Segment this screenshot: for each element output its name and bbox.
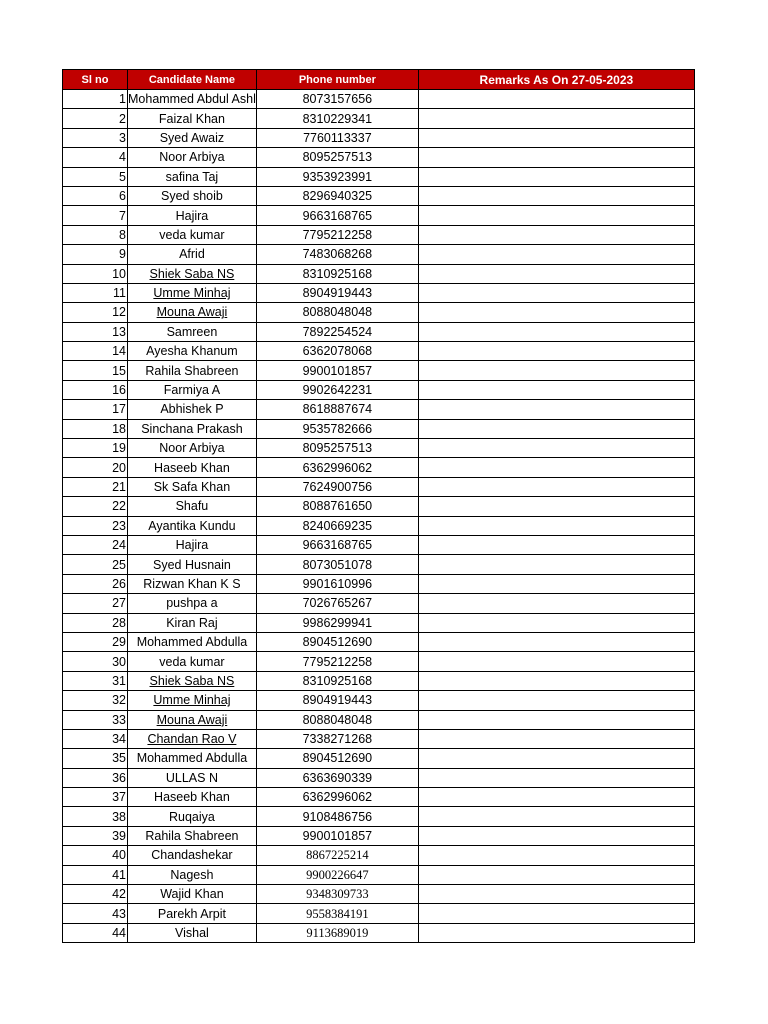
table-row <box>63 90 695 109</box>
table-row <box>63 710 695 729</box>
table-row <box>63 206 695 225</box>
phone-number-cell: 6362078068 <box>256 342 418 361</box>
candidate-name-cell <box>128 749 257 768</box>
phone-number-cell: 8867225214 <box>256 846 418 865</box>
candidate-name-text: Afrid <box>179 247 205 262</box>
remarks-cell <box>418 264 694 283</box>
table-row <box>63 613 695 632</box>
candidate-name-text: Shiek Saba NS <box>149 673 235 688</box>
candidate-name-cell <box>128 206 257 225</box>
remarks-cell <box>418 516 694 535</box>
table-row <box>63 846 695 865</box>
table-row <box>63 749 695 768</box>
candidate-name-cell <box>128 342 257 361</box>
candidate-name-cell <box>128 632 257 651</box>
table-row <box>63 497 695 516</box>
remarks-cell <box>418 671 694 690</box>
candidate-name-cell <box>128 885 257 904</box>
candidate-name-text: Kiran Raj <box>166 615 218 630</box>
table-row <box>63 923 695 942</box>
candidate-name-text: Ruqaiya <box>168 809 215 824</box>
candidate-name-cell <box>128 846 257 865</box>
phone-number-cell: 8095257513 <box>256 439 418 458</box>
remarks-cell <box>418 90 694 109</box>
remarks-cell <box>418 361 694 380</box>
table-row <box>63 594 695 613</box>
candidate-name-text: Shiek Saba NS <box>149 266 235 281</box>
table-row <box>63 380 695 399</box>
candidate-name-text: Rahila Shabreen <box>145 829 239 844</box>
remarks-cell <box>418 342 694 361</box>
table-row <box>63 632 695 651</box>
candidate-name-cell <box>128 283 257 302</box>
table-row <box>63 264 695 283</box>
phone-number-cell: 9113689019 <box>256 923 418 942</box>
remarks-cell <box>418 923 694 942</box>
table-row <box>63 691 695 710</box>
candidate-name-text: Hajira <box>175 538 209 553</box>
sl-no-cell: 32 <box>63 691 128 710</box>
candidate-name-cell <box>128 516 257 535</box>
remarks-cell <box>418 109 694 128</box>
remarks-cell <box>418 885 694 904</box>
candidate-name-cell <box>128 458 257 477</box>
phone-number-cell: 9353923991 <box>256 167 418 186</box>
candidate-name-cell <box>128 361 257 380</box>
candidate-name-cell <box>128 574 257 593</box>
sl-no-cell: 13 <box>63 322 128 341</box>
table-row <box>63 303 695 322</box>
candidate-name-text: Shafu <box>175 499 209 514</box>
sl-no-cell: 25 <box>63 555 128 574</box>
table-row <box>63 574 695 593</box>
phone-number-cell: 9900226647 <box>256 865 418 884</box>
remarks-cell <box>418 458 694 477</box>
sl-no-cell: 5 <box>63 167 128 186</box>
candidate-name-text: Haseeb Khan <box>154 460 230 475</box>
phone-number-cell: 7892254524 <box>256 322 418 341</box>
sl-no-cell: 22 <box>63 497 128 516</box>
table-row <box>63 342 695 361</box>
sl-no-cell: 17 <box>63 400 128 419</box>
table-row <box>63 167 695 186</box>
header-phone-number: Phone number <box>256 70 418 90</box>
candidate-name-text: Umme Minhaj <box>153 693 231 708</box>
table-row <box>63 322 695 341</box>
phone-number-cell: 9900101857 <box>256 361 418 380</box>
candidate-name-text: Faizal Khan <box>158 111 225 126</box>
remarks-cell <box>418 167 694 186</box>
remarks-cell <box>418 186 694 205</box>
phone-number-cell: 7795212258 <box>256 225 418 244</box>
sl-no-cell: 12 <box>63 303 128 322</box>
candidate-name-cell <box>128 613 257 632</box>
phone-number-cell: 8296940325 <box>256 186 418 205</box>
remarks-cell <box>418 652 694 671</box>
remarks-cell <box>418 283 694 302</box>
remarks-cell <box>418 613 694 632</box>
candidate-name-cell <box>128 322 257 341</box>
table-row <box>63 128 695 147</box>
table-row <box>63 729 695 748</box>
table-row <box>63 439 695 458</box>
candidate-name-text: veda kumar <box>159 227 225 242</box>
candidate-name-cell <box>128 923 257 942</box>
remarks-cell <box>418 206 694 225</box>
candidate-name-text: Mouna Awaji <box>156 712 228 727</box>
sl-no-cell: 14 <box>63 342 128 361</box>
table-row <box>63 885 695 904</box>
phone-number-cell: 9663168765 <box>256 206 418 225</box>
candidate-name-cell <box>128 652 257 671</box>
phone-number-cell: 6362996062 <box>256 458 418 477</box>
remarks-cell <box>418 865 694 884</box>
candidate-name-text: Rizwan Khan K S <box>143 576 241 591</box>
candidate-name-text: Parekh Arpit <box>157 906 226 921</box>
phone-number-cell: 6362996062 <box>256 788 418 807</box>
sl-no-cell: 30 <box>63 652 128 671</box>
sl-no-cell: 11 <box>63 283 128 302</box>
candidate-name-text: Abhishek P <box>160 402 224 417</box>
remarks-cell <box>418 807 694 826</box>
remarks-cell <box>418 148 694 167</box>
candidate-name-text: Farmiya A <box>163 383 221 398</box>
phone-number-cell: 9986299941 <box>256 613 418 632</box>
candidate-name-text: Vishal <box>175 925 209 940</box>
sl-no-cell: 10 <box>63 264 128 283</box>
phone-number-cell: 9663168765 <box>256 535 418 554</box>
sl-no-cell: 2 <box>63 109 128 128</box>
remarks-cell <box>418 632 694 651</box>
candidate-name-cell <box>128 729 257 748</box>
remarks-cell <box>418 729 694 748</box>
candidate-name-text: Mohammed Abdul Ashl <box>128 92 256 107</box>
sl-no-cell: 7 <box>63 206 128 225</box>
candidate-name-cell <box>128 826 257 845</box>
sl-no-cell: 18 <box>63 419 128 438</box>
remarks-cell <box>418 245 694 264</box>
phone-number-cell: 7026765267 <box>256 594 418 613</box>
table-row <box>63 400 695 419</box>
remarks-cell <box>418 788 694 807</box>
candidate-name-text: Chandan Rao V <box>147 732 237 747</box>
phone-number-cell: 9558384191 <box>256 904 418 923</box>
sl-no-cell: 15 <box>63 361 128 380</box>
phone-number-cell: 8904919443 <box>256 691 418 710</box>
candidate-name-cell <box>128 380 257 399</box>
table-row <box>63 109 695 128</box>
sl-no-cell: 44 <box>63 923 128 942</box>
candidate-name-cell <box>128 225 257 244</box>
sl-no-cell: 40 <box>63 846 128 865</box>
remarks-cell <box>418 749 694 768</box>
candidate-name-cell <box>128 671 257 690</box>
sl-no-cell: 37 <box>63 788 128 807</box>
phone-number-cell: 7483068268 <box>256 245 418 264</box>
phone-number-cell: 6363690339 <box>256 768 418 787</box>
sl-no-cell: 9 <box>63 245 128 264</box>
table-row <box>63 516 695 535</box>
table-row <box>63 458 695 477</box>
table-row <box>63 652 695 671</box>
candidate-name-cell <box>128 264 257 283</box>
phone-number-cell: 7338271268 <box>256 729 418 748</box>
phone-number-cell: 7795212258 <box>256 652 418 671</box>
candidate-table <box>62 69 695 943</box>
candidate-name-text: Noor Arbiya <box>159 150 225 165</box>
phone-number-cell: 8095257513 <box>256 148 418 167</box>
remarks-cell <box>418 439 694 458</box>
candidate-name-text: Haseeb Khan <box>154 790 230 805</box>
candidate-name-cell <box>128 710 257 729</box>
header-candidate-name: Candidate Name <box>128 70 257 90</box>
sl-no-cell: 34 <box>63 729 128 748</box>
table-row <box>63 186 695 205</box>
table-row <box>63 245 695 264</box>
table-row <box>63 148 695 167</box>
phone-number-cell: 8904919443 <box>256 283 418 302</box>
candidate-name-cell <box>128 691 257 710</box>
phone-number-cell: 9902642231 <box>256 380 418 399</box>
table-row <box>63 477 695 496</box>
header-sl-no: Sl no <box>63 70 128 90</box>
phone-number-cell: 8310229341 <box>256 109 418 128</box>
sl-no-cell: 16 <box>63 380 128 399</box>
sl-no-cell: 38 <box>63 807 128 826</box>
sl-no-cell: 3 <box>63 128 128 147</box>
remarks-cell <box>418 555 694 574</box>
table-row <box>63 768 695 787</box>
candidate-name-text: Chandashekar <box>151 848 233 863</box>
candidate-name-cell <box>128 865 257 884</box>
sl-no-cell: 28 <box>63 613 128 632</box>
candidate-name-cell <box>128 245 257 264</box>
candidate-name-cell <box>128 594 257 613</box>
candidate-name-cell <box>128 535 257 554</box>
phone-number-cell: 8240669235 <box>256 516 418 535</box>
phone-number-cell: 8310925168 <box>256 671 418 690</box>
candidate-name-text: Mohammed Abdulla <box>136 635 248 650</box>
sl-no-cell: 21 <box>63 477 128 496</box>
sl-no-cell: 6 <box>63 186 128 205</box>
candidate-name-text: Ayantika Kundu <box>148 518 236 533</box>
remarks-cell <box>418 303 694 322</box>
phone-number-cell: 7624900756 <box>256 477 418 496</box>
sl-no-cell: 1 <box>63 90 128 109</box>
remarks-cell <box>418 419 694 438</box>
phone-number-cell: 8088761650 <box>256 497 418 516</box>
candidate-name-text: Mohammed Abdulla <box>136 751 248 766</box>
candidate-name-cell <box>128 186 257 205</box>
table-row <box>63 535 695 554</box>
phone-number-cell: 9901610996 <box>256 574 418 593</box>
candidate-name-cell <box>128 400 257 419</box>
phone-number-cell: 8073157656 <box>256 90 418 109</box>
table-row <box>63 826 695 845</box>
table-row <box>63 904 695 923</box>
candidate-name-cell <box>128 303 257 322</box>
phone-number-cell: 9348309733 <box>256 885 418 904</box>
candidate-name-cell <box>128 148 257 167</box>
candidate-name-text: safina Taj <box>165 169 219 184</box>
sl-no-cell: 20 <box>63 458 128 477</box>
sl-no-cell: 35 <box>63 749 128 768</box>
sl-no-cell: 43 <box>63 904 128 923</box>
sl-no-cell: 27 <box>63 594 128 613</box>
candidate-name-cell <box>128 439 257 458</box>
remarks-cell <box>418 535 694 554</box>
candidate-name-cell <box>128 807 257 826</box>
candidate-name-cell <box>128 109 257 128</box>
candidate-name-text: Samreen <box>166 324 218 339</box>
phone-number-cell: 9108486756 <box>256 807 418 826</box>
candidate-name-text: Sk Safa Khan <box>153 480 231 494</box>
candidate-name-text: Sinchana Prakash <box>141 421 243 436</box>
sl-no-cell: 19 <box>63 439 128 458</box>
remarks-cell <box>418 400 694 419</box>
sl-no-cell: 39 <box>63 826 128 845</box>
candidate-name-text: Nagesh <box>170 867 214 882</box>
candidate-name-cell <box>128 419 257 438</box>
phone-number-cell: 8618887674 <box>256 400 418 419</box>
phone-number-cell: 8904512690 <box>256 632 418 651</box>
table-row <box>63 225 695 244</box>
remarks-cell <box>418 691 694 710</box>
header-row <box>63 70 695 90</box>
phone-number-cell: 8073051078 <box>256 555 418 574</box>
candidate-name-text: ULLAS N <box>165 770 218 785</box>
candidate-name-text: Mouna Awaji <box>156 305 228 320</box>
remarks-cell <box>418 322 694 341</box>
remarks-cell <box>418 574 694 593</box>
sl-no-cell: 24 <box>63 535 128 554</box>
sl-no-cell: 23 <box>63 516 128 535</box>
candidate-name-cell <box>128 128 257 147</box>
candidate-name-text: veda kumar <box>159 654 225 669</box>
candidate-name-cell <box>128 768 257 787</box>
table-row <box>63 865 695 884</box>
phone-number-cell: 8088048048 <box>256 303 418 322</box>
candidate-name-cell <box>128 477 257 496</box>
remarks-cell <box>418 826 694 845</box>
remarks-cell <box>418 497 694 516</box>
candidate-name-text: Syed shoib <box>161 189 223 204</box>
sl-no-cell: 42 <box>63 885 128 904</box>
sl-no-cell: 29 <box>63 632 128 651</box>
candidate-name-cell <box>128 167 257 186</box>
candidate-name-cell <box>128 904 257 923</box>
table-row <box>63 788 695 807</box>
remarks-cell <box>418 904 694 923</box>
phone-number-cell: 8088048048 <box>256 710 418 729</box>
table-row <box>63 419 695 438</box>
candidate-name-text: Umme Minhaj <box>153 286 231 301</box>
candidate-name-text: Ayesha Khanum <box>146 344 238 359</box>
remarks-cell <box>418 128 694 147</box>
remarks-cell <box>418 710 694 729</box>
sl-no-cell: 4 <box>63 148 128 167</box>
remarks-cell <box>418 846 694 865</box>
candidate-name-cell <box>128 497 257 516</box>
candidate-name-cell <box>128 788 257 807</box>
sl-no-cell: 41 <box>63 865 128 884</box>
candidate-name-text: pushpa a <box>166 596 218 611</box>
phone-number-cell: 9900101857 <box>256 826 418 845</box>
candidate-name-text: Hajira <box>175 208 209 223</box>
table-row <box>63 283 695 302</box>
candidate-name-text: Syed Awaiz <box>159 130 225 145</box>
candidate-name-text: Syed Husnain <box>153 557 231 572</box>
table-row <box>63 807 695 826</box>
remarks-cell <box>418 477 694 496</box>
candidate-name-text: Rahila Shabreen <box>145 363 239 378</box>
remarks-cell <box>418 594 694 613</box>
sl-no-cell: 36 <box>63 768 128 787</box>
remarks-cell <box>418 380 694 399</box>
header-remarks: Remarks As On 27-05-2023 <box>418 70 694 90</box>
phone-number-cell: 8310925168 <box>256 264 418 283</box>
sl-no-cell: 26 <box>63 574 128 593</box>
phone-number-cell: 7760113337 <box>256 128 418 147</box>
sl-no-cell: 31 <box>63 671 128 690</box>
candidate-name-cell <box>128 555 257 574</box>
phone-number-cell: 8904512690 <box>256 749 418 768</box>
phone-number-cell: 9535782666 <box>256 419 418 438</box>
sl-no-cell: 33 <box>63 710 128 729</box>
table-row <box>63 671 695 690</box>
sl-no-cell: 8 <box>63 225 128 244</box>
table-row <box>63 555 695 574</box>
candidate-name-cell <box>128 90 257 109</box>
candidate-name-text: Wajid Khan <box>160 887 224 902</box>
remarks-cell <box>418 225 694 244</box>
table-row <box>63 361 695 380</box>
candidate-name-text: Noor Arbiya <box>159 441 225 456</box>
remarks-cell <box>418 768 694 787</box>
